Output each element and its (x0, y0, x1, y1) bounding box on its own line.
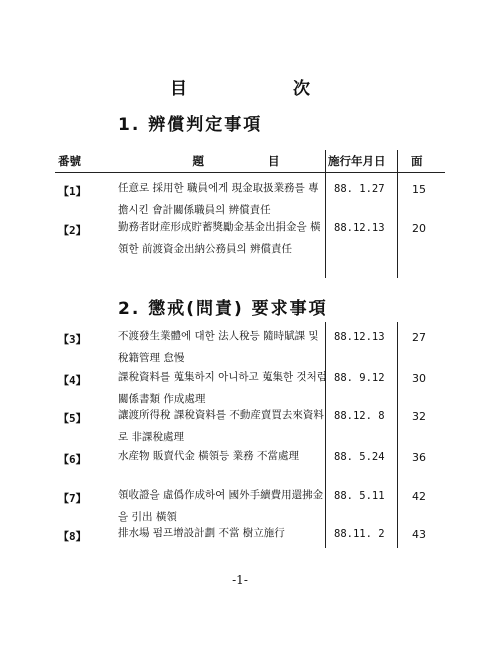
item-code: 【5】 (58, 412, 87, 425)
item-date: 88. 1.27 (334, 183, 385, 195)
item-subject: 不渡發生業體에 대한 法人稅등 隨時賦課 및 稅籍管理 怠慢 (118, 330, 319, 364)
header-date: 施行年月日 (328, 154, 386, 168)
item-subject: 課稅資料를 蒐集하지 아니하고 蒐集한 것처럼 關係書類 作成處理 (118, 371, 327, 405)
header-rule (55, 172, 445, 173)
item-date: 88.12.13 (334, 222, 385, 234)
item-code: 【2】 (58, 224, 87, 237)
column-divider (397, 322, 398, 548)
item-subject: 水産物 販賣代金 橫領등 業務 不當處理 (118, 450, 299, 462)
item-date: 88. 9.12 (334, 372, 385, 384)
item-date: 88.12.13 (334, 331, 385, 343)
item-page: 36 (412, 451, 426, 464)
item-subject: 任意로 採用한 職員에게 現金取扱業務를 專擔시킨 會計關係職員의 辨償責任 (118, 182, 319, 216)
item-subject: 領收證을 虛僞作成하여 國外手續費用還拂金을 引出 橫領 (118, 489, 324, 523)
page-number: -1- (232, 573, 248, 587)
column-divider (397, 150, 398, 278)
item-code: 【6】 (58, 453, 87, 466)
item-date: 88. 5.11 (334, 490, 385, 502)
item-date: 88.11. 2 (334, 528, 385, 540)
item-page: 43 (412, 528, 426, 541)
item-page: 15 (412, 183, 426, 196)
item-page: 20 (412, 222, 426, 235)
item-page: 27 (412, 331, 426, 344)
item-code: 【8】 (58, 530, 87, 543)
item-code: 【7】 (58, 492, 87, 505)
page-title: 目 次 (170, 79, 360, 99)
header-code: 番號 (58, 154, 81, 168)
item-code: 【1】 (58, 185, 87, 198)
item-subject: 勤務者財産形成貯蓄獎勵金基金出捐金을 橫領한 前渡資金出納公務員의 辨償責任 (118, 221, 321, 255)
item-page: 42 (412, 490, 426, 503)
section-heading-2: 2. 懲戒(問責) 要求事項 (118, 299, 328, 319)
header-page: 面 (411, 154, 423, 168)
section-heading-1: 1. 辨償判定事項 (118, 115, 263, 135)
item-date: 88. 5.24 (334, 451, 385, 463)
item-page: 30 (412, 372, 426, 385)
item-code: 【4】 (58, 374, 87, 387)
item-subject: 排水場 펌프增設計劃 不當 樹立施行 (118, 527, 285, 539)
item-date: 88.12. 8 (334, 410, 385, 422)
item-subject: 讓渡所得稅 課稅資料를 不動産賣買去來資料로 非課稅處理 (118, 409, 324, 443)
item-page: 32 (412, 410, 426, 423)
header-subject: 題 目 (192, 154, 280, 168)
item-code: 【3】 (58, 333, 87, 346)
